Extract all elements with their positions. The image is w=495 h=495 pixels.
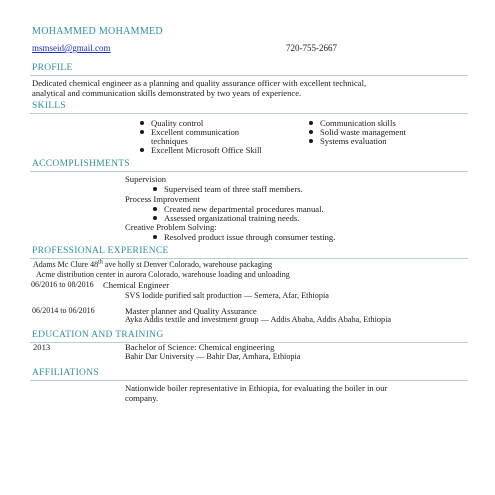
accomplishment-group-title: Process Improvement	[125, 194, 200, 204]
job-title: Chemical Engineer	[103, 280, 170, 290]
profile-divider	[30, 75, 468, 76]
affiliation-entry	[125, 383, 445, 403]
accomplishment-group-title: Supervision	[125, 174, 167, 184]
accomplishment-item: Supervised team of three staff members.	[164, 184, 303, 194]
accomplishments-heading: ACCOMPLISHMENTS	[32, 159, 130, 169]
profile-heading: PROFILE	[32, 63, 73, 73]
skill-item: Systems evaluation	[320, 136, 387, 146]
job-title: Master planner and Quality Assurance	[125, 306, 257, 316]
experience-divider	[30, 258, 468, 259]
accomplishments-divider	[30, 171, 468, 172]
job-company: Ayka Addis textile and investment group — Addis Ababa, Addis Ababa, Ethiopia	[125, 315, 391, 324]
affiliations-divider	[30, 380, 468, 381]
skills-divider	[30, 113, 468, 114]
education-heading: EDUCATION AND TRAINING	[32, 330, 164, 340]
education-degree: Bachelor of Science: Chemical engineering	[125, 342, 275, 352]
accomplishment-group-title: Creative Problem Solving:	[125, 222, 217, 232]
accomplishment-item: Assessed organizational training needs.	[164, 213, 300, 223]
address-start: Adams Mc Clure 48	[33, 260, 99, 269]
contact-line	[32, 43, 452, 53]
education-school: Bahir Dar University — Bahir Dar, Amhara, Ethiopia	[125, 352, 301, 361]
affiliation-line-1: Nationwide boiler representative in Ethiopia, for evaluating the boiler in our	[125, 383, 388, 393]
skills-heading: SKILLS	[32, 101, 66, 111]
experience-heading: PROFESSIONAL EXPERIENCE	[32, 246, 169, 256]
profile-role: chemical engineer as a planning and quality assurance officer	[68, 78, 281, 88]
skill-item: Solid waste management	[320, 127, 406, 137]
job-dates: 06/2016 to 08/2016	[31, 280, 94, 289]
skill-item: Communication skills	[320, 118, 396, 128]
accomplishment-item: Created new departmental procedures manual.	[164, 204, 324, 214]
skill-item: Excellent Microsoft Office Skill	[151, 145, 262, 155]
experience-address	[33, 260, 272, 270]
phone-number: 720-755-2667	[286, 43, 337, 53]
affiliation-line-2: company.	[125, 393, 159, 403]
accomplishment-item: Resolved product issue through consumer testing.	[164, 232, 336, 242]
skill-item: Excellent communication	[151, 127, 240, 137]
experience-address-2: Acme distribution center in aurora Colorado, warehouse loading and unloading	[36, 270, 290, 279]
email-link[interactable]: msmseid@gmail.com	[32, 43, 111, 53]
profile-text-start: Dedicated	[32, 78, 69, 88]
profile-text-line2: analytical and communication skills demonstrated by two years of experience.	[32, 88, 302, 98]
affiliations-heading: AFFILIATIONS	[32, 368, 99, 378]
candidate-name: MOHAMMED MOHAMMED	[32, 26, 163, 37]
address-superscript: th	[98, 259, 103, 266]
job-dates: 06/2014 to 06/2016	[32, 306, 95, 315]
profile-summary	[32, 78, 462, 98]
education-year: 2013	[33, 342, 51, 352]
skill-item: Quality control	[151, 118, 204, 128]
job-company: SVS Iodide purified salt production — Semera, Afar, Ethiopia	[125, 291, 329, 300]
address-end: ave holly st Denver Colorado, warehouse packaging	[102, 260, 273, 269]
profile-text-end: with excellent technical,	[280, 78, 367, 88]
skill-item-continuation: techniques	[151, 136, 188, 146]
